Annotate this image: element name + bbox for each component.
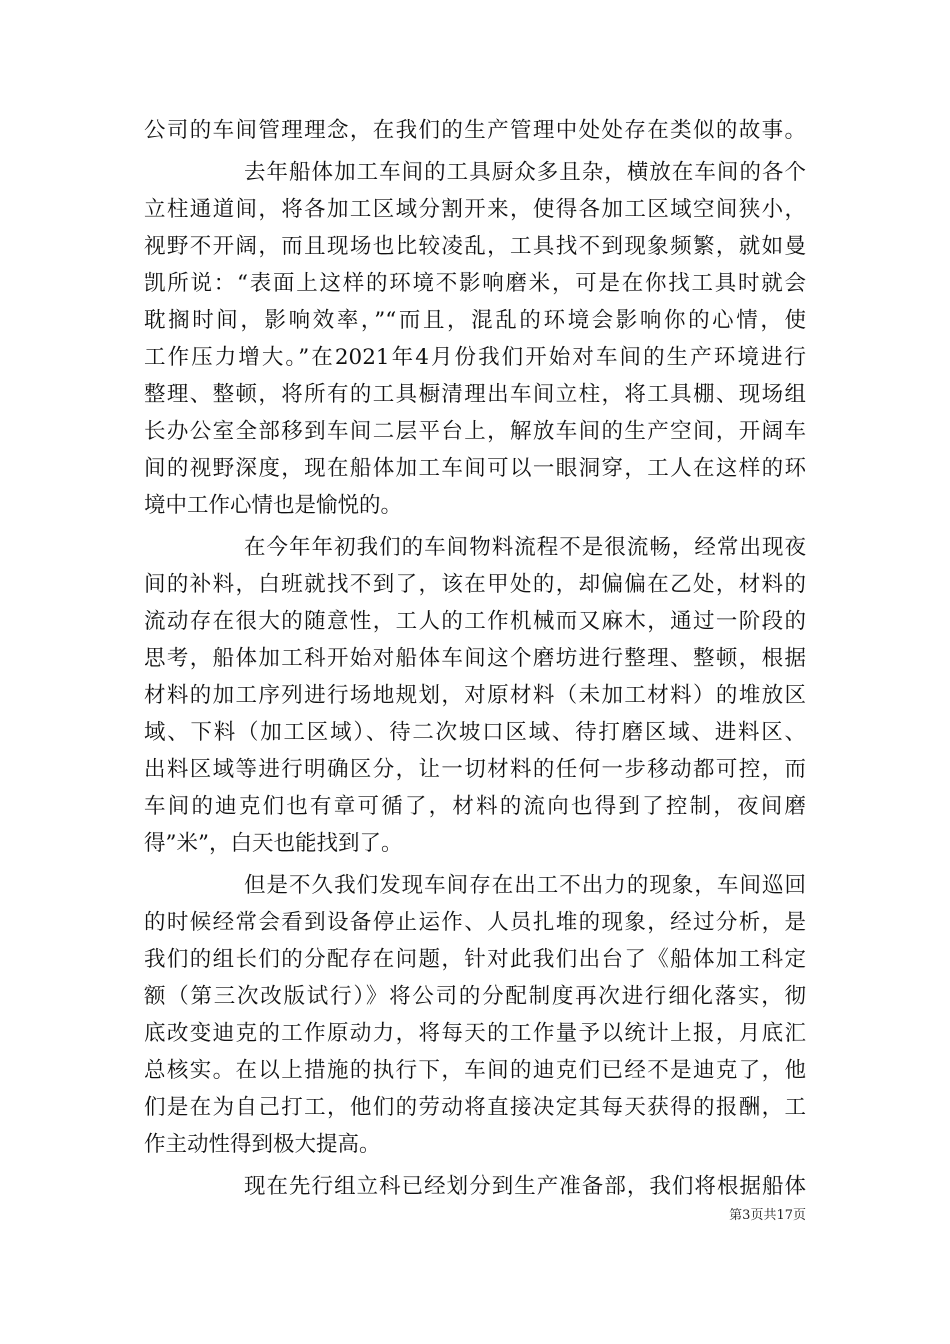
text-line: 车间的迪克们也有章可循了，材料的流向也得到了控制，夜间磨 <box>144 794 806 819</box>
text-line: 间的补料，白班就找不到了，该在甲处的，却偏偏在乙处，材料的 <box>144 572 806 597</box>
text-line: 去年船体加工车间的工具厨众多且杂，横放在车间的各个 <box>244 160 806 185</box>
text-line: 现在先行组立科已经划分到生产准备部，我们将根据船体 <box>244 1174 806 1199</box>
text-line: 的时候经常会看到设备停止运作、人员扎堆的现象，经过分析，是 <box>144 910 806 935</box>
text-line: 耽搁时间，影响效率，”“而且，混乱的环境会影响你的心情，使 <box>144 308 806 333</box>
text-line: 们是在为自己打工，他们的劳动将直接决定其每天获得的报酬，工 <box>144 1095 806 1120</box>
text-line: 但是不久我们发现车间存在出工不出力的现象，车间巡回 <box>244 873 806 898</box>
paragraph <box>144 112 806 149</box>
text-line: 公司的车间管理理念，在我们的生产管理中处处存在类似的故事。 <box>144 118 806 143</box>
text-line: 额（第三次改版试行）》将公司的分配制度再次进行细化落实，彻 <box>144 984 806 1009</box>
text-line: 间的视野深度，现在船体加工车间可以一眼洞穿，工人在这样的环 <box>144 456 806 481</box>
text-line: 在今年年初我们的车间物料流程不是很流畅，经常出现夜 <box>244 535 806 560</box>
text-line: 立柱通道间，将各加工区域分割开来，使得各加工区域空间狭小， <box>144 197 806 222</box>
paragraph <box>144 1168 806 1205</box>
text-line: 思考，船体加工科开始对船体车间这个磨坊进行整理、整顿，根据 <box>144 646 806 671</box>
text-line: 流动存在很大的随意性，工人的工作机械而又麻木，通过一阶段的 <box>144 609 806 634</box>
text-line: 得”米”，白天也能找到了。 <box>144 831 403 856</box>
paragraph <box>144 529 806 862</box>
text-line: 境中工作心情也是愉悦的。 <box>144 493 403 518</box>
text-line: 长办公室全部移到车间二层平台上，解放车间的生产空间，开阔车 <box>144 419 806 444</box>
text-line: 作主动性得到极大提高。 <box>144 1132 381 1157</box>
text-line: 我们的组长们的分配存在问题，针对此我们出台了《船体加工科定 <box>144 947 806 972</box>
paragraph <box>144 154 806 524</box>
document-body <box>144 112 806 1210</box>
text-line: 凯所说：“表面上这样的环境不影响磨米，可是在你找工具时就会 <box>144 271 806 296</box>
text-line: 底改变迪克的工作原动力，将每天的工作量予以统计上报，月底汇 <box>144 1021 806 1046</box>
text-line: 材料的加工序列进行场地规划，对原材料（未加工材料）的堆放区 <box>144 683 806 708</box>
paragraph <box>144 867 806 1163</box>
text-line: 总核实。在以上措施的执行下，车间的迪克们已经不是迪克了，他 <box>144 1058 806 1083</box>
text-line: 工作压力增大。”在2021年4月份我们开始对车间的生产环境进行 <box>144 345 806 370</box>
text-line: 视野不开阔，而且现场也比较凌乱，工具找不到现象频繁，就如曼 <box>144 234 806 259</box>
text-line: 出料区域等进行明确区分，让一切材料的任何一步移动都可控，而 <box>144 757 806 782</box>
text-line: 域、下料（加工区域）、待二次坡口区域、待打磨区域、进料区、 <box>144 720 806 745</box>
page-number: 第3页共17页 <box>729 1208 806 1223</box>
text-line: 整理、整顿，将所有的工具橱清理出车间立柱，将工具棚、现场组 <box>144 382 806 407</box>
